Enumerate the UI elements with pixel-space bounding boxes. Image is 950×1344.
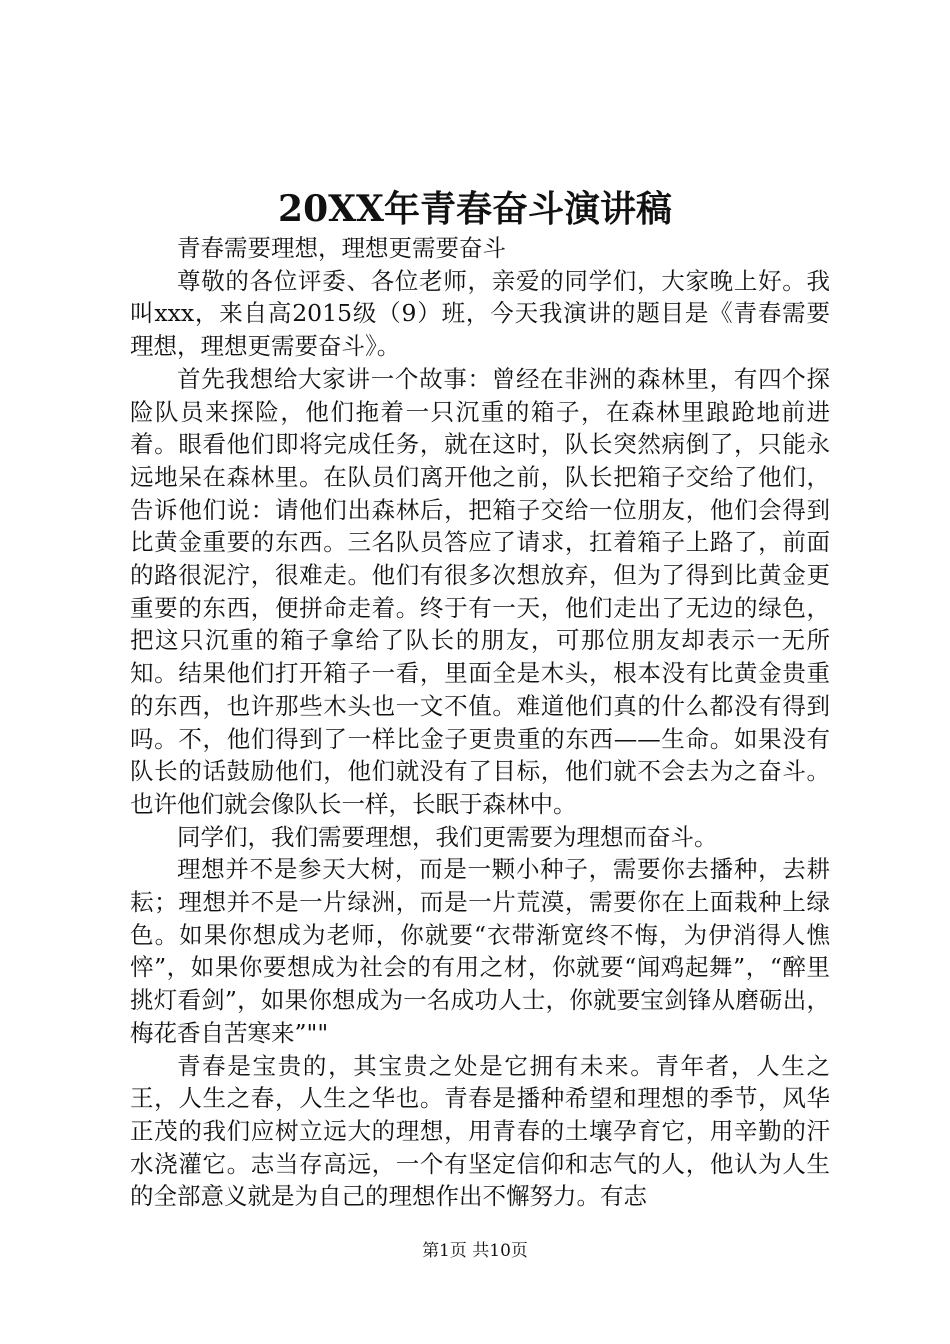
document-title: 20XX年青春奋斗演讲稿 <box>278 188 672 230</box>
paragraph-thesis: 同学们，我们需要理想，我们更需要为理想而奋斗。 <box>177 822 718 851</box>
paragraph-greeting: 尊敬的各位评委、各位老师，亲爱的同学们，大家晚上好。我叫xxx，来自高2015级（9）班，今天我演讲的题目是《青春需要理想，理想更需要奋斗》。 <box>130 266 830 361</box>
paragraph-subtitle: 青春需要理想，理想更需要奋斗 <box>177 234 506 262</box>
paragraph-youth: 青春是宝贵的，其宝贵之处是它拥有未来。青年者，人生之王，人生之春，人生之华也。青春是播种希望和理想的季节，风华正茂的我们应树立远大的理想，用青春的土壤孕育它，用辛勤的汗水浇灌它。志当存高远，一个有坚定信仰和志气的人，他认为人生的全部意义就是为自己的理想作出不懈努力。有志 <box>130 1051 830 1211</box>
paragraph-ideal: 理想并不是参天大树，而是一颗小种子，需要你去播种，去耕耘；理想并不是一片绿洲，而是一片荒漠，需要你在上面栽种上绿色。如果你想成为老师，你就要“衣带渐宽终不悔，为伊消得人憔悴”，如果你要想成为社会的有用之材，你就要“闻鸡起舞”，“醉里挑灯看剑”，如果你想成为一名成功人士，你就要宝剑锋从磨砺出，梅花香自苦寒来”"" <box>130 855 830 1047</box>
paragraph-story: 首先我想给大家讲一个故事：曾经在非洲的森林里，有四个探险队员来探险，他们拖着一只沉重的箱子，在森林里踉跄地前进着。眼看他们即将完成任务，就在这时，队长突然病倒了，只能永远地呆在森林里。在队员们离开他之前，队长把箱子交给了他们，告诉他们说：请他们出森林后，把箱子交给一位朋友，他们会得到比黄金重要的东西。三名队员答应了请求，扛着箱子上路了，前面的路很泥泞，很难走。他们有很多次想放弃，但为了得到比黄金更重要的东西，便拼命走着。终于有一天，他们走出了无边的绿色，把这只沉重的箱子拿给了队长的朋友，可那位朋友却表示一无所知。结果他们打开箱子一看，里面全是木头，根本没有比黄金贵重的东西，也许那些木头也一文不值。难道他们真的什么都没有得到吗。不，他们得到了一样比金子更贵重的东西——生命。如果没有队长的话鼓励他们，他们就没有了目标，他们就不会去为之奋斗。也许他们就会像队长一样，长眠于森林中。 <box>130 364 830 818</box>
page-number: 第1页 共10页 <box>422 1241 528 1261</box>
document-body <box>130 232 830 1213</box>
